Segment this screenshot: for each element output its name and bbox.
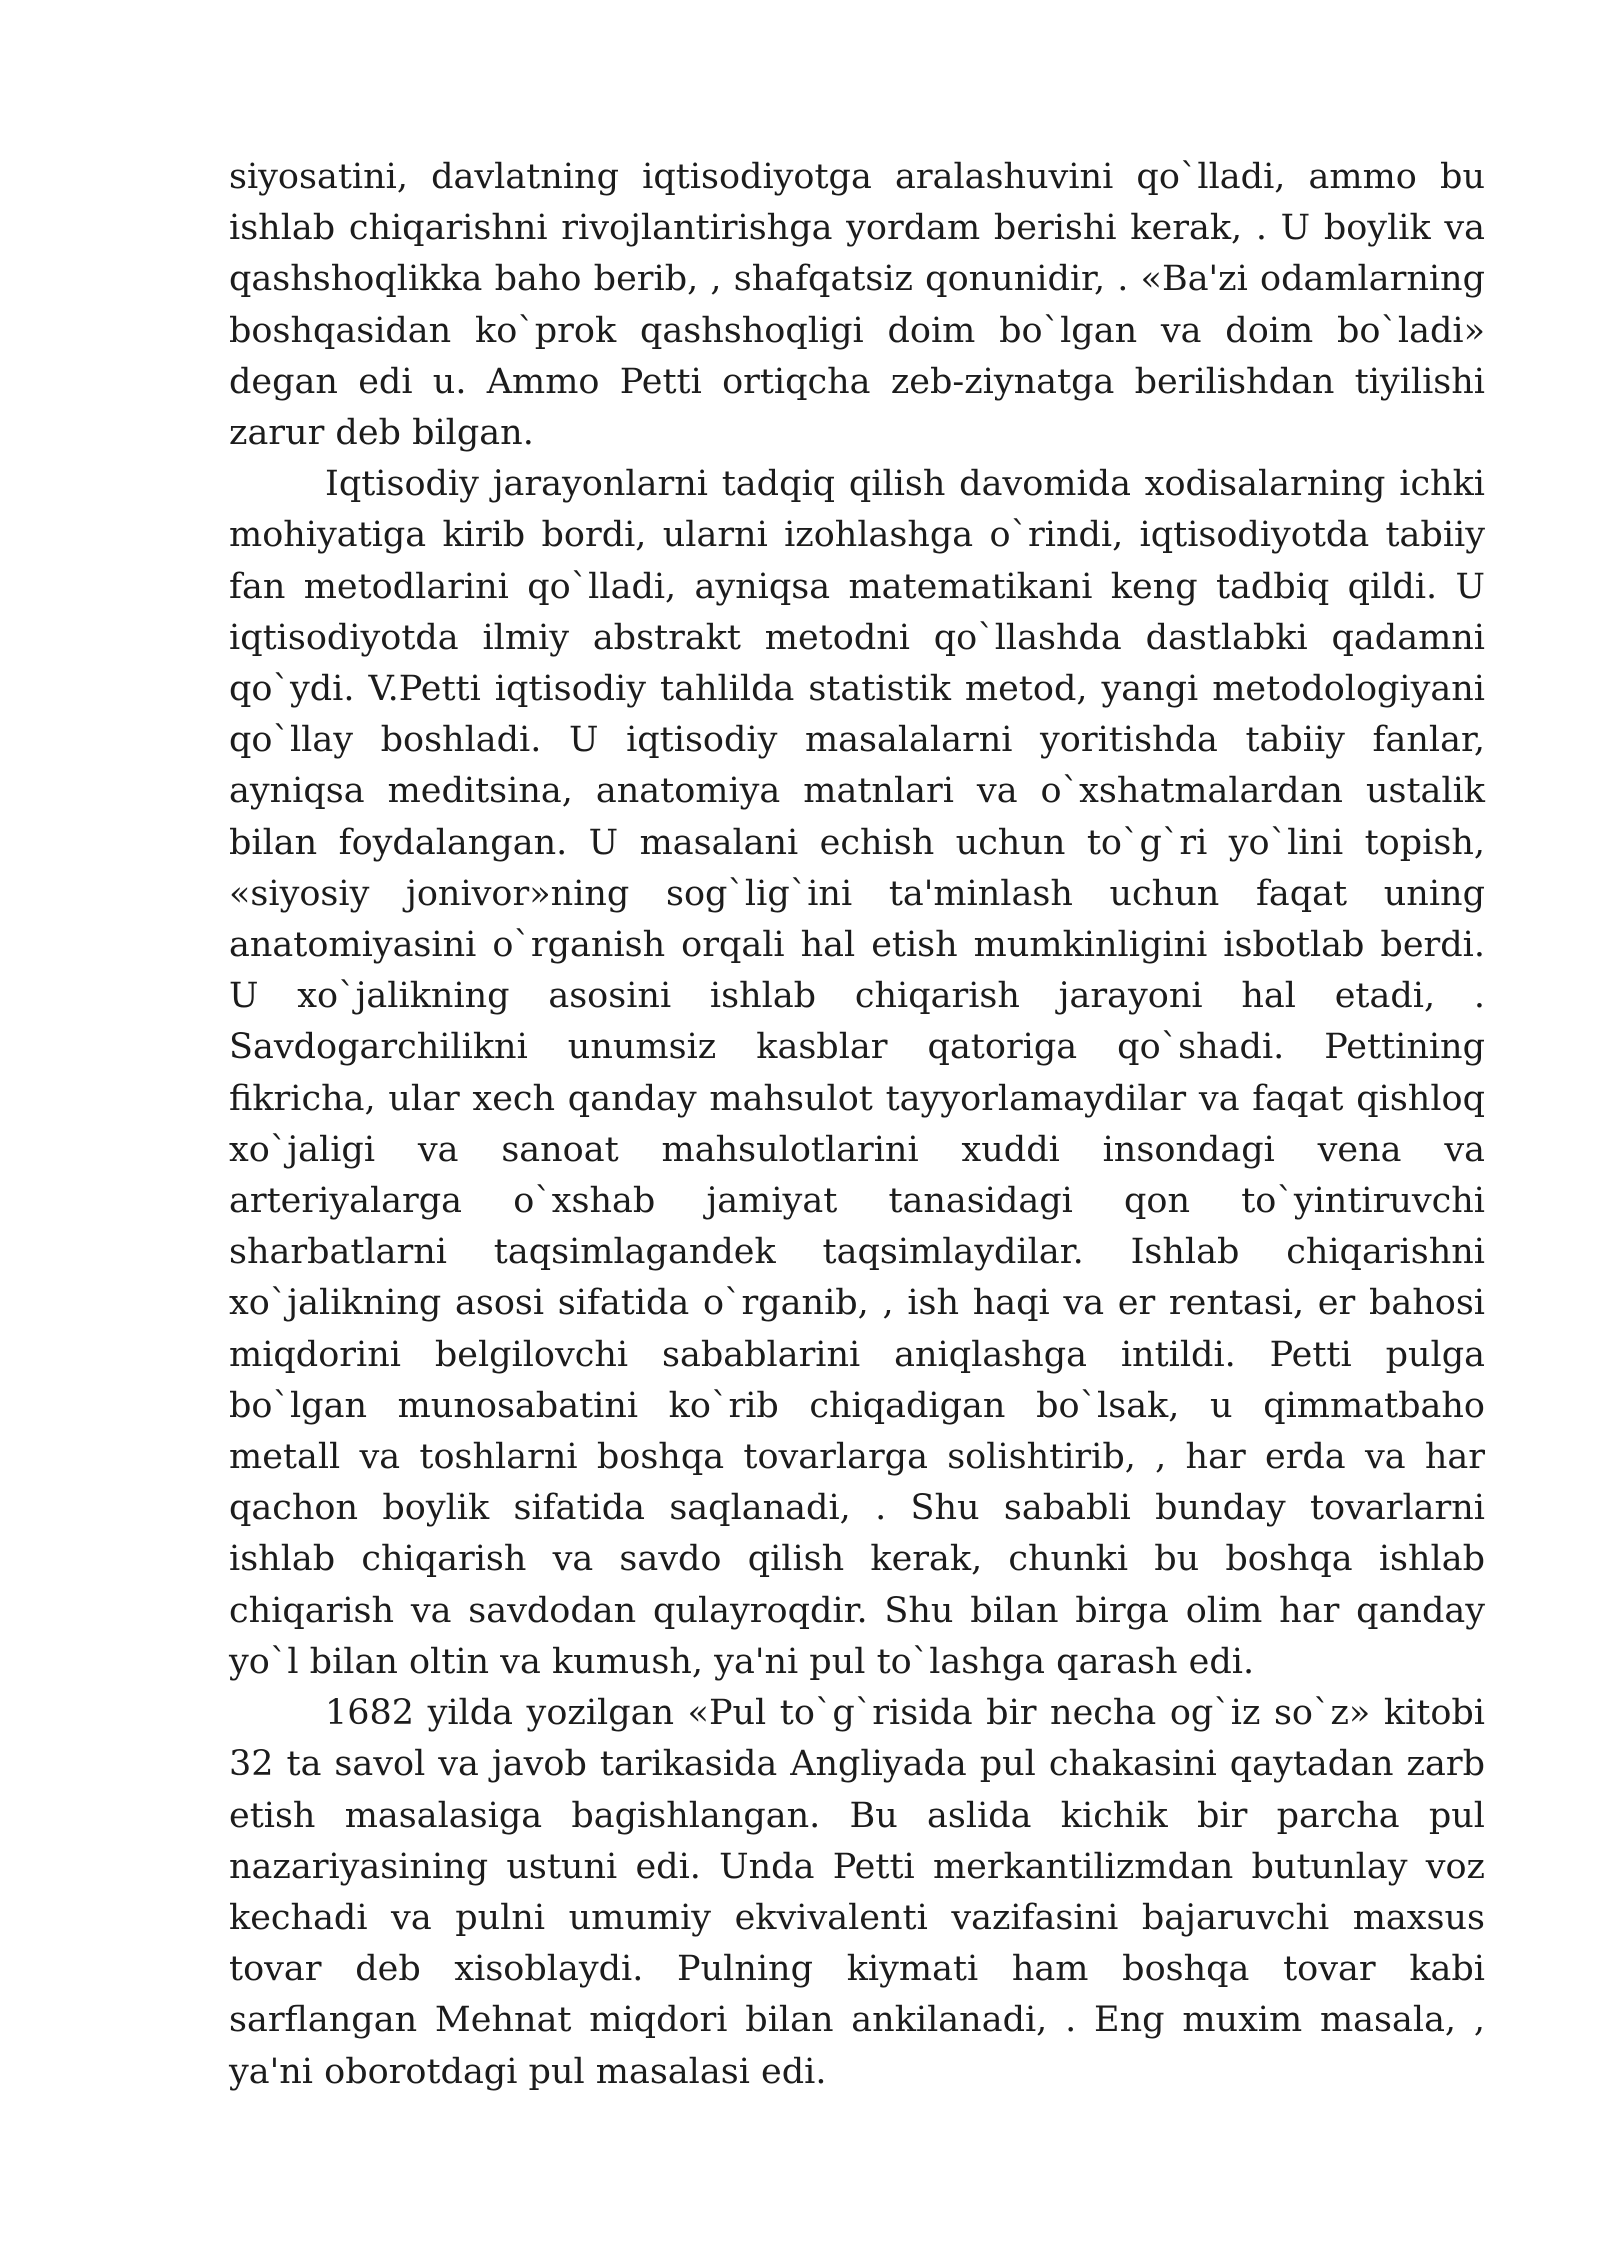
- body-text: [229, 152, 1485, 2098]
- paragraph-money-book: 1682 yilda yozilgan «Pul to`g`risida bir necha og`iz so`z» kitobi 32 ta savol va javob tarikasida Angliyada pul chakasini qaytadan zarb etish masalasiga bagishlangan. Bu aslida kichik bir parcha pul nazariyasining ustuni edi. Unda Petti merkantilizmdan butunlay voz kechadi va pulni umumiy ekvivalenti vazifasini bajaruvchi maxsus tovar deb xisoblaydi. Pulning kiymati ham boshqa tovar kabi sarflangan Mehnat miqdori bilan ankilanadi, . Eng muxim masala, , ya'ni oborotdagi pul masalasi edi.: [229, 1693, 1485, 2092]
- paragraph-continued: siyosatini, davlatning iqtisodiyotga aralashuvini qo`lladi, ammo bu ishlab chiqarishni rivojlantirishga yordam berishi kerak, . U boylik va qashshoqlikka baho berib, , shafqatsiz qonunidir, . «Ba'zi odamlarning boshqasidan ko`prok qashshoqligi doim bo`lgan va doim bo`ladi» degan edi u. Ammo Petti ortiqcha zeb-ziynatga berilishdan tiyilishi zarur deb bilgan.: [229, 157, 1485, 454]
- paragraph-method: Iqtisodiy jarayonlarni tadqiq qilish davomida xodisalarning ichki mohiyatiga kirib bordi, ularni izohlashga o`rindi, iqtisodiyotda tabiiy fan metodlarini qo`lladi, ayniqsa matematikani keng tadbiq qildi. U iqtisodiyotda ilmiy abstrakt metodni qo`llashda dastlabki qadamni qo`ydi. V.Petti iqtisodiy tahlilda statistik metod, yangi metodologiyani qo`llay boshladi. U iqtisodiy masalalarni yoritishda tabiiy fanlar, ayniqsa meditsina, anatomiya matnlari va o`xshatmalardan ustalik bilan foydalangan. U masalani echish uchun to`g`ri yo`lini topish, «siyosiy jonivor»ning sog`lig`ini ta'minlash uchun faqat uning anatomiyasini o`rganish orqali hal etish mumkinligini isbotlab berdi. U xo`jalikning asosini ishlab chiqarish jarayoni hal etadi, . Savdogarchilikni unumsiz kasblar qatoriga qo`shadi. Pettining fikricha, ular xech qanday mahsulot tayyorlamaydilar va faqat qishloq xo`jaligi va sanoat mahsulotlarini xuddi insondagi vena va arteriyalarga o`xshab jamiyat tanasidagi qon to`yintiruvchi sharbatlarni taqsimlagandek taqsimlaydilar. Ishlab chiqarishni xo`jalikning asosi sifatida o`rganib, , ish haqi va er rentasi, er bahosi miqdorini belgilovchi sabablarini aniqlashga intildi. Petti pulga bo`lgan munosabatini ko`rib chiqadigan bo`lsak, u qimmatbaho metall va toshlarni boshqa tovarlarga solishtirib, , har erda va har qachon boylik sifatida saqlanadi, . Shu sababli bunday tovarlarni ishlab chiqarish va savdo qilish kerak, chunki bu boshqa ishlab chiqarish va savdodan qulayroqdir. Shu bilan birga olim har qanday yo`l bilan oltin va kumush, ya'ni pul to`lashga qarash edi.: [229, 464, 1485, 1682]
